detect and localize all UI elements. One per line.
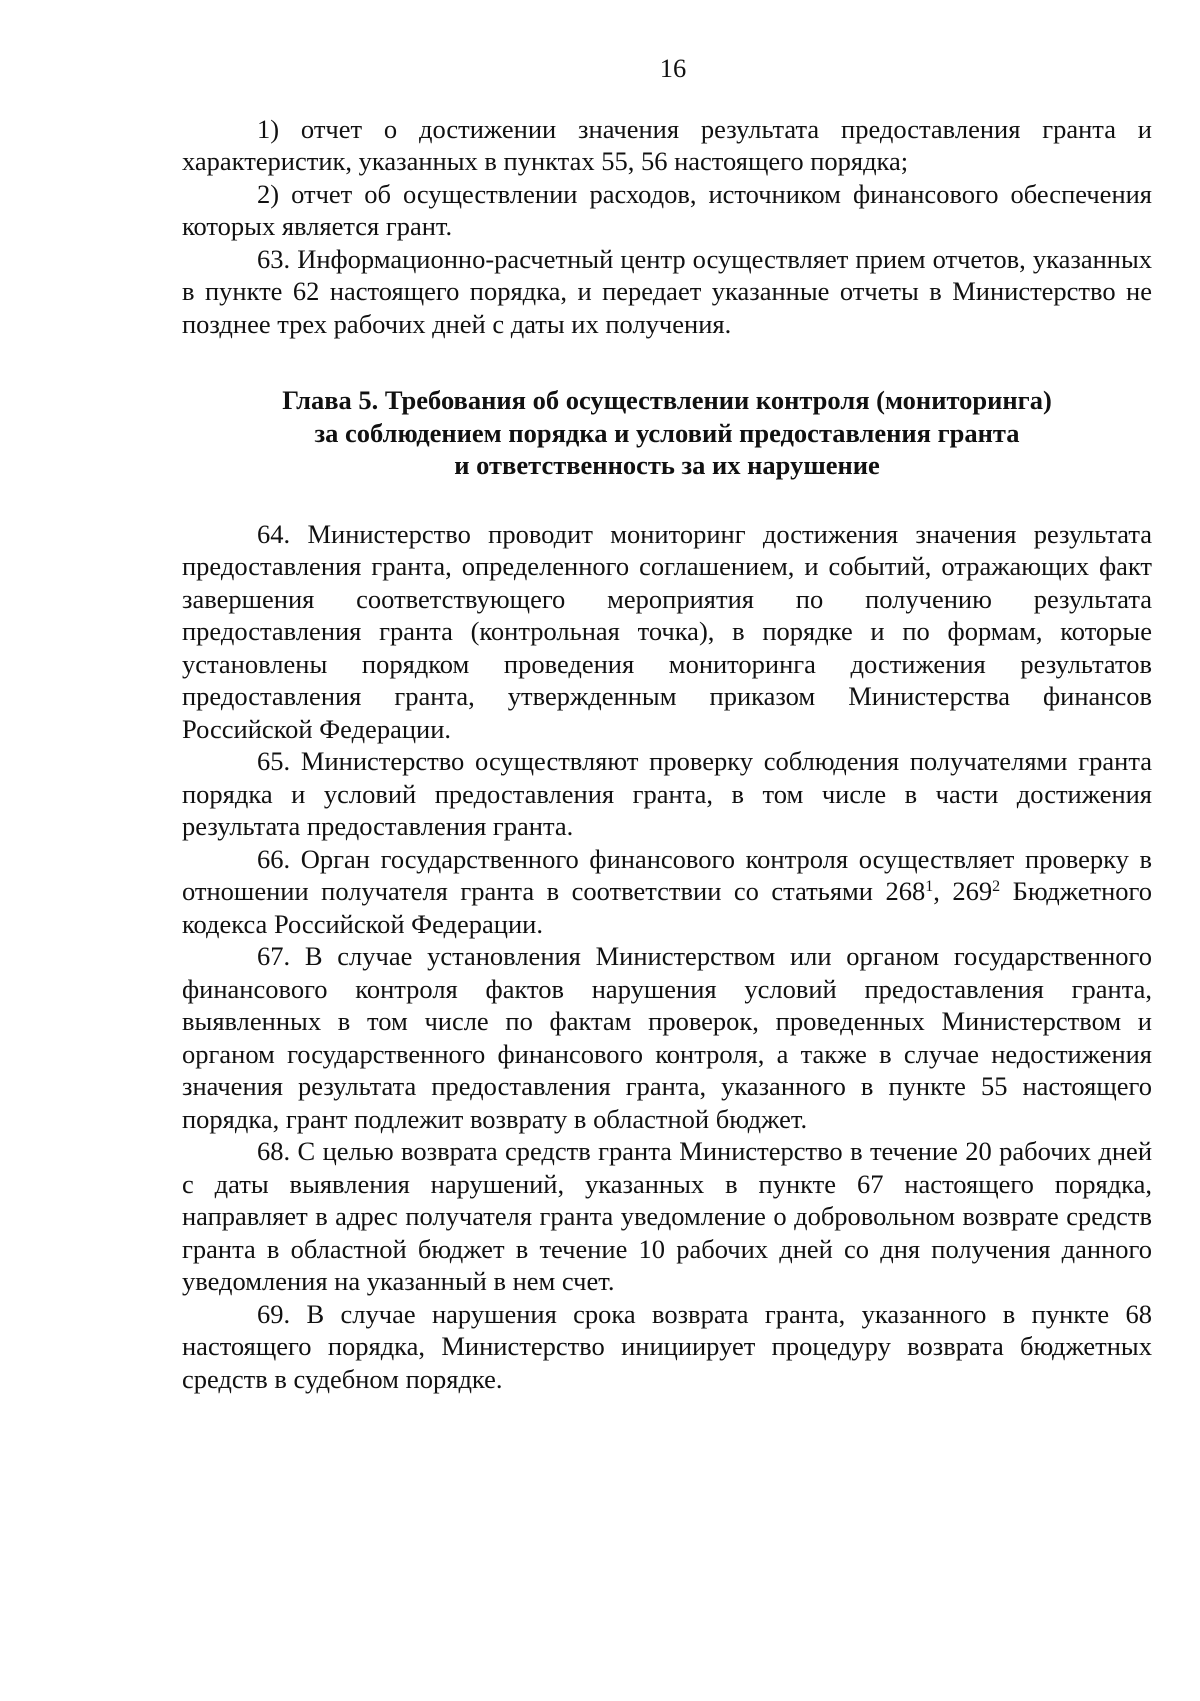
paragraph-62-item-2: 2) отчет об осуществлении расходов, источником финансового обеспечения которых является грант. — [182, 178, 1152, 241]
paragraph-66-text-end: Бюджетного кодекса Российской Федерации. — [182, 876, 1152, 939]
superscript-2: 2 — [992, 878, 1001, 895]
chapter-heading-line-1: Глава 5. Требования об осуществлении контроля (мониторинга) — [282, 385, 1052, 415]
paragraph-66 — [182, 843, 1152, 941]
document-page — [182, 52, 1152, 1395]
chapter-heading-line-3: и ответственность за их нарушение — [454, 450, 880, 480]
paragraph-67: 67. В случае установления Министерством или органом государственного финансового контроля фактов нарушения условий предоставления гранта, выявленных в том числе по фактам проверок, проведенных Министерством и органом государственного финансового контроля, а также в случае недостижения значения результата предоставления гранта, указанного в пункте 55 настоящего порядка, грант подлежит возврату в областной бюджет. — [182, 941, 1152, 1134]
superscript-1: 1 — [925, 878, 934, 895]
page-number: 16 — [659, 53, 687, 83]
paragraph-66-text-start: 66. Орган государственного финансового контроля осуществляет проверку в отношении получателя гранта в соответствии со статьями 268 — [182, 843, 1152, 906]
paragraph-62-item-1: 1) отчет о достижении значения результата предоставления гранта и характеристик, указанных в пунктах 55, 56 настоящего порядка; — [182, 113, 1152, 176]
paragraph-68: 68. С целью возврата средств гранта Министерство в течение 20 рабочих дней с даты выявления нарушений, указанных в пункте 67 настоящего порядка, направляет в адрес получателя гранта уведомление о добровольном возврате средств гранта в областной бюджет в течение 10 рабочих дней со дня получения данного уведомления на указанный в нем счет. — [182, 1136, 1152, 1296]
paragraph-64: 64. Министерство проводит мониторинг достижения значения результата предоставления гранта, определенного соглашением, и событий, отражающих факт завершения соответствующего мероприятия по получению результата предоставления гранта (контрольная точка), в порядке и по формам, которые установлены порядком проведения мониторинга достижения результатов предоставления гранта, утвержденным приказом Министерства финансов Российской Федерации. — [182, 518, 1152, 744]
paragraph-63: 63. Информационно-расчетный центр осуществляет прием отчетов, указанных в пункте 62 настоящего порядка, и передает указанные отчеты в Министерство не позднее трех рабочих дней с даты их получения. — [182, 243, 1152, 339]
paragraph-69: 69. В случае нарушения срока возврата гранта, указанного в пункте 68 настоящего порядка, Министерство инициирует процедуру возврата бюджетных средств в судебном порядке. — [182, 1298, 1152, 1394]
paragraph-65: 65. Министерство осуществляют проверку соблюдения получателями гранта порядка и условий предоставления гранта, в том числе в части достижения результата предоставления гранта. — [182, 746, 1152, 841]
chapter-heading-line-2: за соблюдением порядка и условий предоставления гранта — [314, 417, 1020, 448]
chapter-5-heading — [182, 384, 1152, 482]
paragraph-66-text-middle: , 269 — [933, 876, 993, 906]
